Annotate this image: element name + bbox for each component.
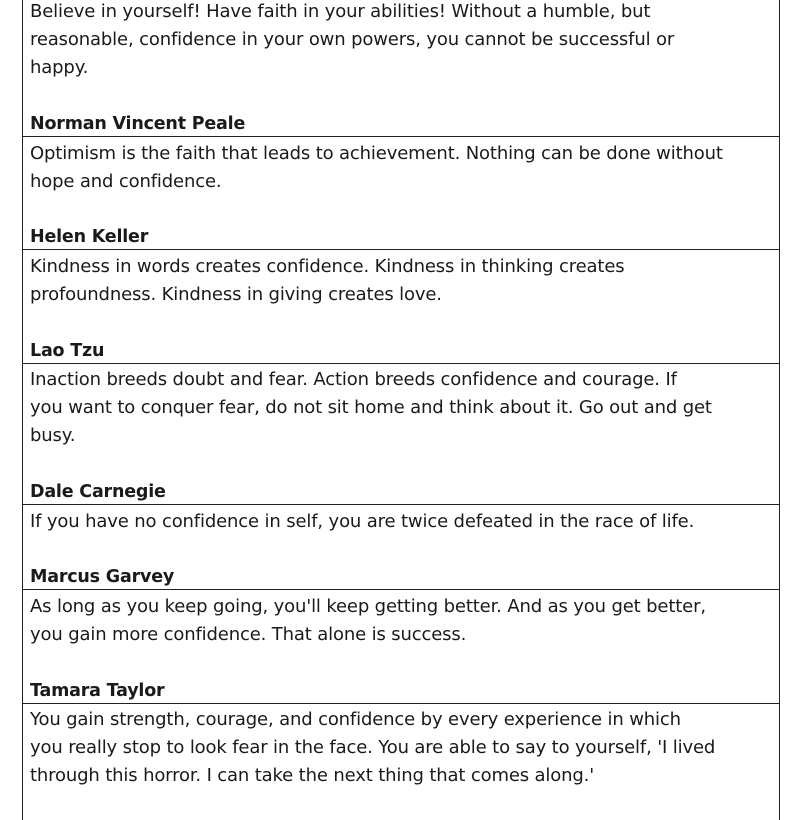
- quote-line: you gain more confidence. That alone is success.: [30, 624, 467, 645]
- quote-entry: [23, 593, 779, 649]
- quote-author: Helen Keller: [23, 225, 779, 250]
- quote-line: You gain strength, courage, and confidence by every experience in which: [30, 709, 681, 730]
- quote-line: Believe in yourself! Have faith in your abilities! Without a humble, but: [30, 1, 651, 22]
- quote-line: profoundness. Kindness in giving creates love.: [30, 284, 442, 305]
- quote-table: [22, 0, 780, 820]
- quote-line: happy.: [30, 57, 89, 78]
- quote-author: Tamara Taylor: [23, 679, 779, 704]
- quote-line: reasonable, confidence in your own powers, you cannot be successful or: [30, 29, 675, 50]
- quote-line: busy.: [30, 425, 76, 446]
- quote-line: Kindness in words creates confidence. Kindness in thinking creates: [30, 256, 625, 277]
- quote-line: hope and confidence.: [30, 171, 222, 192]
- quote-line: you want to conquer fear, do not sit home and think about it. Go out and get: [30, 397, 712, 418]
- quote-entry: [23, 366, 779, 450]
- quote-line: As long as you keep going, you'll keep getting better. And as you get better,: [30, 596, 706, 617]
- quote-entry: [23, 0, 779, 82]
- quote-line: through this horror. I can take the next thing that comes along.': [30, 765, 595, 786]
- quote-entry: [23, 140, 779, 196]
- quote-author: Marcus Garvey: [23, 565, 779, 590]
- quote-text: [23, 508, 779, 536]
- quote-author: Dale Carnegie: [23, 480, 779, 505]
- quote-text: [23, 253, 779, 309]
- quote-line: you really stop to look fear in the face. You are able to say to yourself, 'I lived: [30, 737, 716, 758]
- quote-entry: [23, 706, 779, 790]
- quote-author: Norman Vincent Peale: [23, 112, 779, 137]
- quote-author: Lao Tzu: [23, 339, 779, 364]
- quote-line: If you have no confidence in self, you are twice defeated in the race of life.: [30, 511, 695, 532]
- quote-text: [23, 0, 779, 82]
- quote-text: [23, 366, 779, 450]
- quote-text: [23, 140, 779, 196]
- quote-line: Inaction breeds doubt and fear. Action breeds confidence and courage. If: [30, 369, 677, 390]
- quote-line: Optimism is the faith that leads to achievement. Nothing can be done without: [30, 143, 723, 164]
- quote-entry: [23, 253, 779, 309]
- quote-text: [23, 706, 779, 790]
- quote-text: [23, 593, 779, 649]
- quote-entry: [23, 508, 779, 536]
